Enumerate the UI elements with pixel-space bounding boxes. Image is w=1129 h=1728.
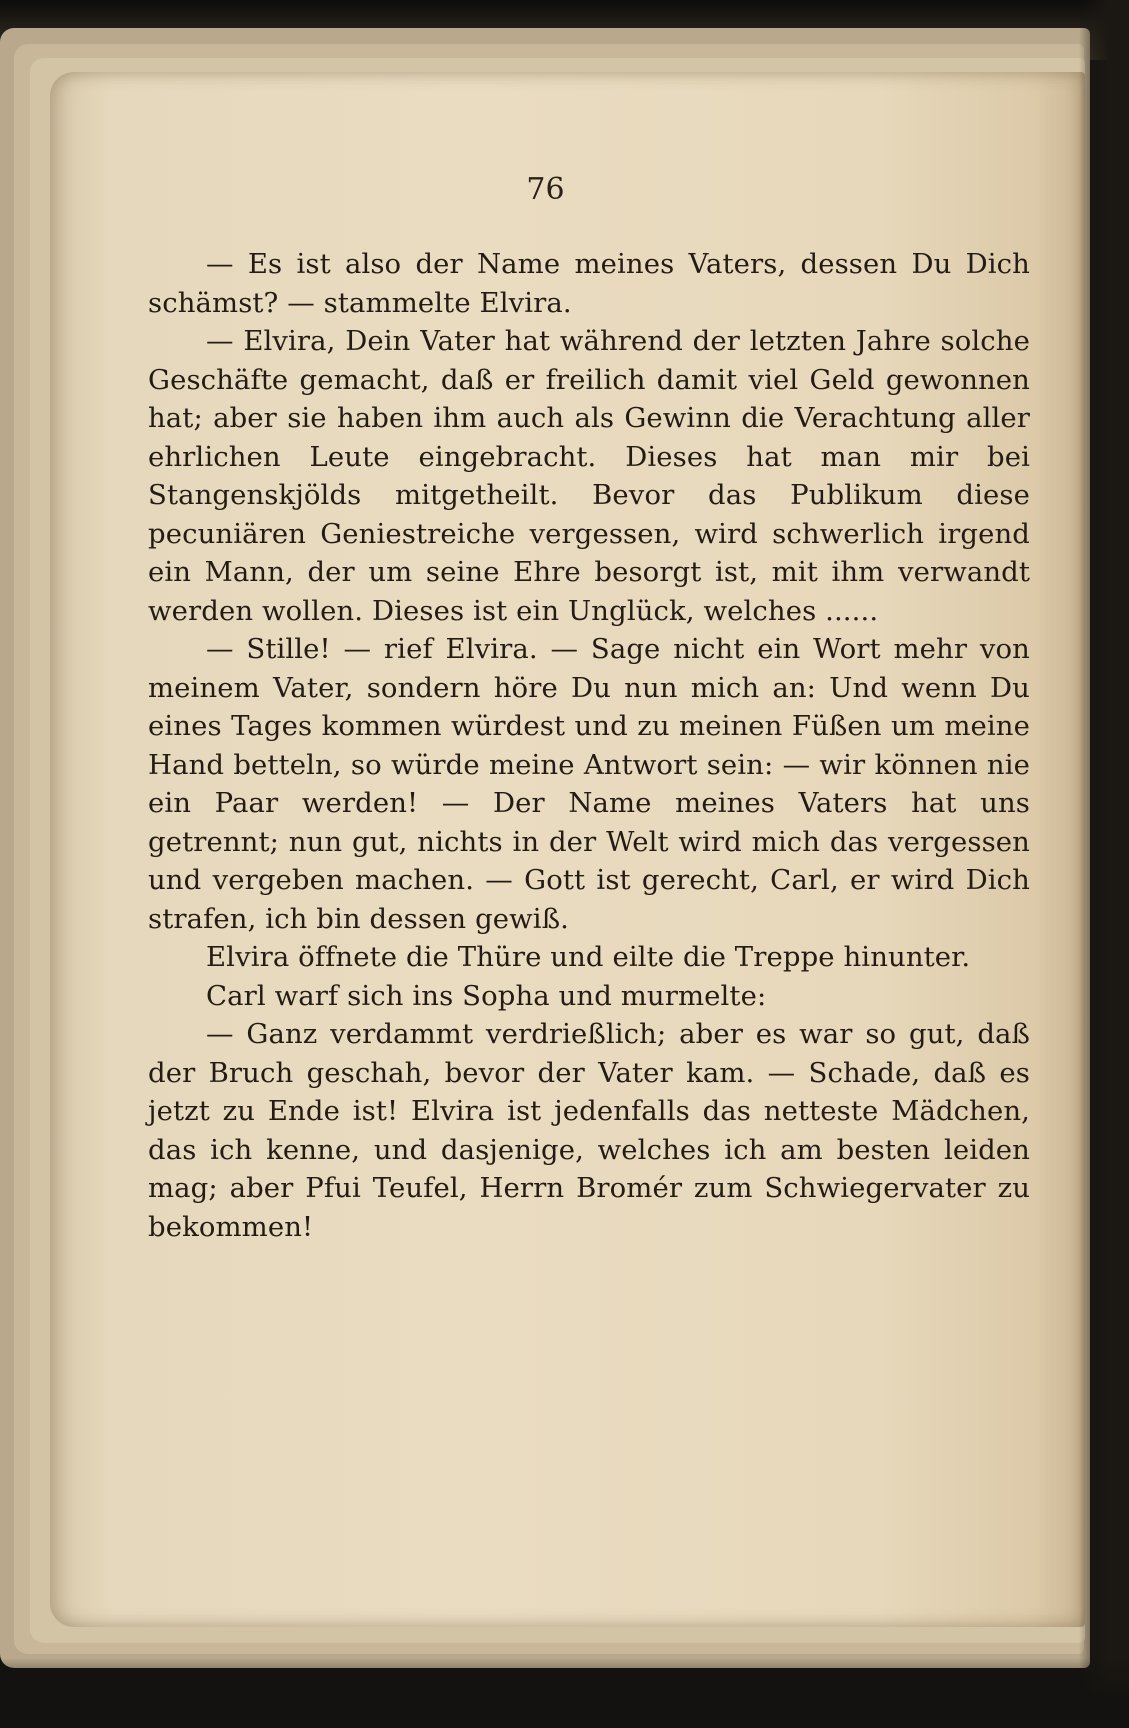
paragraph: Elvira öffnete die Thüre und eilte die Treppe hinunter. xyxy=(206,941,971,973)
page-text xyxy=(148,245,1030,1246)
page-number: 76 xyxy=(526,172,565,207)
paragraph: — Ganz verdammt verdrießlich; aber es war so gut, daß der Bruch geschah, bevor der Vater kam. — Schade, daß es jetzt zu Ende ist! Elvira ist jedenfalls das netteste Mädchen, das ich kenne, und dasjenige, welches ich am besten leiden mag; aber Pfui Teufel, Herrn Bromér zum Schwiegervater zu bekommen! xyxy=(148,1018,1030,1243)
paragraph: — Elvira, Dein Vater hat während der letzten Jahre solche Geschäfte gemacht, daß er freilich damit viel Geld gewonnen hat; aber sie haben ihm auch als Gewinn die Verachtung aller ehrlichen Leute eingebracht. Dieses hat man mir bei Stangenskjölds mitgetheilt. Bevor das Publikum diese pecuniären Geniestreiche vergessen, wird schwerlich irgend ein Mann, der um seine Ehre besorgt ist, mit ihm verwandt werden wollen. Dieses ist ein Unglück, welches ...... xyxy=(148,325,1030,627)
paragraph: — Es ist also der Name meines Vaters, dessen Du Dich schämst? — stammelte Elvira. xyxy=(148,248,1030,319)
bottom-shadow xyxy=(0,1658,1129,1728)
page-fold-shadow xyxy=(1079,0,1129,1728)
paragraph: — Stille! — rief Elvira. — Sage nicht ein Wort mehr von meinem Vater, sondern höre Du nun mich an: Und wenn Du eines Tages kommen würdest und zu meinen Füßen um meine Hand betteln, so würde meine Antwort sein: — wir können nie ein Paar werden! — Der Name meines Vaters hat uns getrennt; nun gut, nichts in der Welt wird mich das vergessen und vergeben machen. — Gott ist gerecht, Carl, er wird Dich strafen, ich bin dessen gewiß. xyxy=(148,633,1030,935)
paragraph: Carl warf sich ins Sopha und murmelte: xyxy=(206,979,767,1012)
